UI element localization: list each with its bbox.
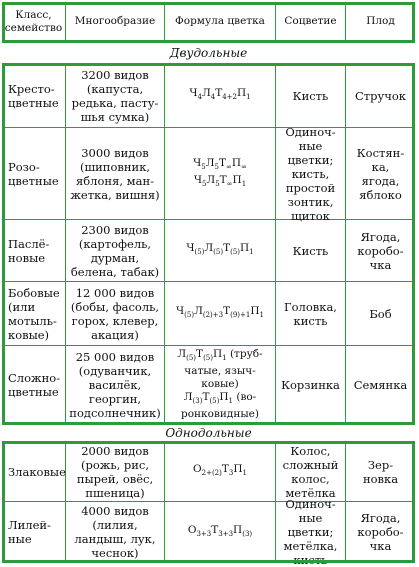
table-row: [2, 497, 415, 567]
formula-symbol: Т: [219, 173, 227, 186]
inflorescence-cell: Кисть: [276, 64, 346, 127]
header-inflorescence: Соцветие: [276, 2, 346, 41]
flower-formula: [176, 305, 264, 322]
formula-subscript: (5): [213, 248, 224, 256]
flower-formula: [193, 463, 247, 480]
inflorescence-cell: Кисть: [276, 220, 346, 281]
formula-symbol: Ч: [176, 305, 185, 317]
fruit-cell: Стручок: [354, 88, 406, 103]
formula-subscript: 5: [201, 162, 206, 171]
section-dicots: Двудольные: [2, 42, 415, 64]
formula-subscript: (3): [242, 529, 253, 538]
fruit-cell: Семянка: [353, 377, 408, 392]
formula-symbol: Ч: [186, 242, 195, 254]
flower-formula: [177, 348, 262, 421]
formula-subscript: (9)+1: [230, 311, 251, 319]
formula-subscript: (5): [209, 397, 220, 405]
formula-subscript: (2)+3: [202, 311, 224, 319]
flower-formula: [193, 157, 247, 191]
table-row: [2, 64, 415, 128]
formula-symbol: Л: [205, 156, 215, 169]
fruit-cell: Зер- новка: [362, 457, 399, 486]
formula-subscript: ∞: [225, 162, 232, 171]
formula-subscript: (5): [203, 354, 213, 362]
formula-line: [177, 408, 262, 421]
formula-line: [193, 174, 247, 191]
header-diversity: Многообразие: [66, 2, 165, 41]
formula-line: [186, 242, 253, 259]
formula-symbol: Т: [223, 242, 231, 254]
formula-symbol: Т: [215, 87, 223, 99]
formula-subscript: 3+3: [218, 529, 234, 538]
formula-subscript: 1: [249, 248, 254, 256]
family-cell: Кресто- цветные: [2, 64, 66, 127]
formula-subscript: 1: [246, 93, 251, 101]
formula-subscript: 4: [197, 93, 202, 101]
formula-symbol: Т: [221, 463, 229, 475]
formula-line: [188, 524, 252, 541]
header-formula: Формула цветка: [165, 2, 276, 41]
family-cell: Паслё- новые: [2, 220, 66, 281]
formula-subscript: 1: [242, 469, 247, 477]
formula-subscript: 5: [214, 162, 219, 171]
formula-symbol: П: [231, 156, 241, 169]
formula-subscript: 2+(2): [201, 469, 222, 477]
table-header-row: [2, 2, 415, 42]
formula-subscript: 5: [201, 179, 207, 188]
family-cell: Розо- цветные: [2, 128, 66, 219]
fruit-cell: Костян- ка, ягода, яблоко: [356, 145, 405, 202]
formula-subscript: (5): [194, 248, 205, 256]
formula-line: [176, 305, 264, 322]
formula-symbol: П: [250, 305, 260, 317]
formula-symbol: Т: [211, 523, 219, 536]
fruit-cell: Ягода, коробо- чка: [357, 511, 404, 553]
diversity-cell: 3200 видов (капуста, редька, пасту- шья сумка): [66, 64, 165, 127]
diversity-cell: 2300 видов (картофель, дурман, белена, табак): [66, 220, 165, 281]
flower-formula: [189, 87, 250, 104]
formula-subscript: 5: [215, 179, 220, 188]
formula-subscript: 3: [228, 469, 234, 477]
flowering-plants-table: [2, 2, 415, 567]
formula-symbol: Л: [201, 87, 211, 99]
formula-line: [177, 378, 262, 391]
formula-symbol: Л: [194, 305, 203, 317]
diversity-cell: 3000 видов (шиповник, яблоня, ман- жетка, вишня): [66, 128, 165, 219]
formula-symbol: Ч: [193, 173, 202, 186]
formula-subscript: 1: [241, 179, 247, 188]
formula-symbol: Т: [202, 391, 210, 403]
formula-symbol: Ч: [189, 87, 198, 99]
section-monocots: Однодольные: [2, 424, 415, 442]
formula-subscript: 4+2: [222, 93, 237, 101]
table-row: [2, 282, 415, 346]
formula-cell: [165, 442, 276, 501]
formula-cell: [165, 220, 276, 281]
formula-symbol: П: [236, 87, 247, 99]
inflorescence-cell: Корзинка: [276, 346, 346, 423]
formula-line: [189, 87, 250, 104]
table-row: [2, 346, 415, 424]
formula-subscript: (5): [186, 354, 197, 362]
inflorescence-cell: Колос, сложный колос, метёлка: [276, 442, 346, 501]
formula-symbol: Л: [183, 391, 193, 403]
flower-formula: [186, 242, 253, 259]
family-cell: Бобовые (или мотыль- ковые): [2, 282, 66, 345]
formula-cell: [165, 346, 276, 423]
header-class: Класс, семейство: [2, 2, 66, 41]
formula-subscript: ∞: [226, 179, 233, 188]
formula-line: [193, 463, 247, 480]
inflorescence-cell: Головка, кисть: [276, 282, 346, 345]
formula-subscript: (3): [192, 397, 203, 405]
formula-symbol: П: [233, 523, 243, 536]
formula-cell: [165, 128, 276, 219]
formula-subscript: (5): [230, 248, 241, 256]
formula-line: [177, 365, 262, 378]
formula-subscript: 3+3: [196, 529, 212, 538]
table-row: [2, 124, 415, 223]
formula-symbol: П: [232, 173, 242, 186]
diversity-cell: 4000 видов (лилия, ландыш, лук, чеснок): [66, 502, 165, 562]
inflorescence-cell: Одиноч- ные цветки; кисть, простой зонтик, щиток: [276, 128, 346, 219]
formula-subscript: 1: [259, 311, 264, 319]
formula-symbol: П: [219, 391, 229, 403]
formula-symbol: О: [187, 523, 197, 536]
formula-symbol: Л: [177, 348, 187, 360]
table-row: [2, 220, 415, 282]
formula-subscript: ∞: [241, 162, 247, 171]
formula-symbol: ронковидные): [181, 408, 259, 420]
formula-symbol: П: [233, 463, 243, 475]
table-row: [2, 442, 415, 502]
formula-symbol: (труб-: [226, 348, 263, 360]
formula-subscript: (5): [184, 311, 195, 319]
family-cell: Лилей- ные: [2, 502, 66, 562]
formula-symbol: П: [240, 242, 250, 254]
formula-line: [177, 391, 262, 408]
formula-subscript: 4: [210, 93, 216, 101]
formula-symbol: Т: [218, 156, 226, 169]
fruit-cell: Боб: [369, 306, 392, 321]
formula-cell: [165, 64, 276, 127]
diversity-cell: 12 000 видов (бобы, фасоль, горох, клевер, акация): [66, 282, 165, 345]
formula-symbol: Т: [223, 305, 231, 317]
formula-cell: [165, 282, 276, 345]
formula-symbol: Л: [206, 173, 216, 186]
header-fruit: Плод: [366, 15, 395, 27]
formula-symbol: Л: [204, 242, 214, 254]
formula-symbol: О: [193, 463, 202, 475]
family-cell: Сложно- цветные: [2, 346, 66, 423]
formula-symbol: ковые): [201, 378, 239, 390]
family-cell: Злаковые: [2, 442, 66, 501]
formula-symbol: Т: [196, 348, 204, 360]
fruit-cell: Ягода, коробо- чка: [357, 229, 404, 272]
formula-line: [177, 348, 262, 365]
formula-symbol: чатые, языч-: [184, 365, 256, 377]
formula-symbol: (во-: [233, 391, 257, 403]
inflorescence-cell: Одиноч- ные цветки; метёлка, кисть: [276, 502, 346, 562]
formula-symbol: Ч: [193, 156, 202, 169]
flower-formula: [188, 524, 252, 541]
diversity-cell: 25 000 видов (одуванчик, василёк, георгин, подсолнечник): [66, 346, 165, 423]
formula-subscript: 1: [228, 397, 234, 405]
formula-subscript: 1: [222, 354, 227, 362]
diversity-cell: 2000 видов (рожь, рис, пырей, овёс, пшеница): [66, 442, 165, 501]
formula-symbol: П: [212, 348, 223, 360]
formula-line: [193, 157, 247, 174]
formula-cell: [165, 502, 276, 562]
